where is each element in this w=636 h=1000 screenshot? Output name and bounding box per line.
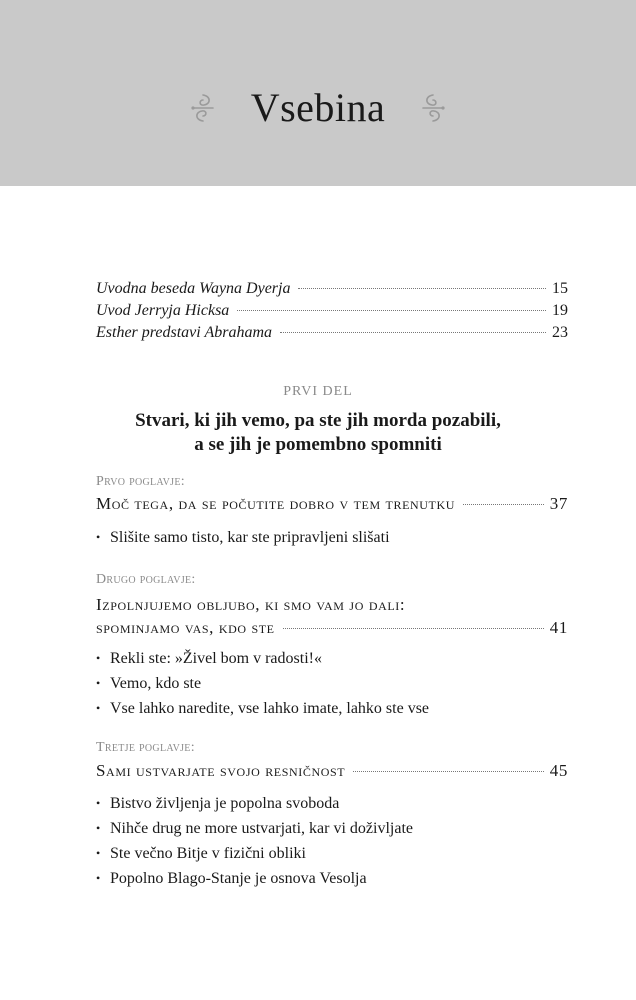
section-text: Bistvo življenja je popolna svoboda xyxy=(110,795,340,812)
title-row xyxy=(0,78,636,138)
chapter-label: Tretje poglavje: xyxy=(96,740,195,755)
toc-entry-text: Esther predstavi Abrahama xyxy=(96,324,272,341)
dot-leader xyxy=(463,504,544,505)
section-text: Nihče drug ne more ustvarjati, kar vi doživljate xyxy=(110,820,414,837)
list-item[interactable] xyxy=(96,525,390,550)
list-item[interactable] xyxy=(96,671,429,696)
chapter-title[interactable] xyxy=(96,494,568,514)
chapter-sections xyxy=(96,525,390,550)
list-item[interactable] xyxy=(96,646,429,671)
list-item[interactable] xyxy=(96,866,413,891)
chapter-title-text: Sami ustvarjate svojo resničnost xyxy=(96,761,346,780)
bullet-icon: • xyxy=(96,871,101,885)
bullet-icon: • xyxy=(96,846,101,860)
toc-page-number: 41 xyxy=(549,618,568,637)
toc-entry-text: Uvodna beseda Wayna Dyerja xyxy=(96,280,291,297)
bullet-icon: • xyxy=(96,676,101,690)
section-text: Rekli ste: »Živel bom v radosti!« xyxy=(110,650,322,667)
chapter-sections xyxy=(96,646,429,721)
toc-entry[interactable] xyxy=(96,322,568,344)
bullet-icon: • xyxy=(96,821,101,835)
chapter-title-text: Izpolnjujemo obljubo, ki smo vam jo dali: xyxy=(96,595,406,614)
part-title xyxy=(0,409,636,457)
dot-leader xyxy=(280,332,546,333)
toc-entry[interactable] xyxy=(96,278,568,300)
chapter-sections xyxy=(96,791,413,891)
section-text: Vemo, kdo ste xyxy=(110,675,202,692)
list-item[interactable] xyxy=(96,791,413,816)
chapter-title[interactable] xyxy=(96,761,568,781)
chapter-title-text: Moč tega, da se počutite dobro v tem trenutku xyxy=(96,494,456,513)
section-text: Slišite samo tisto, kar ste pripravljeni slišati xyxy=(110,529,390,546)
chapter-title-text: spominjamo vas, kdo ste xyxy=(96,618,275,637)
toc-page-number: 15 xyxy=(552,280,568,297)
section-text: Popolno Blago-Stanje je osnova Vesolja xyxy=(110,870,367,887)
list-item[interactable] xyxy=(96,816,413,841)
bullet-icon: • xyxy=(96,701,101,715)
dot-leader xyxy=(298,288,546,289)
chapter-title[interactable] xyxy=(96,593,568,639)
toc-entry-text: Uvod Jerryja Hicksa xyxy=(96,302,230,319)
header-band xyxy=(0,0,636,186)
toc-entry[interactable] xyxy=(96,300,568,322)
section-text: Ste večno Bitje v fizični obliki xyxy=(110,845,306,862)
chapter-label: Prvo poglavje: xyxy=(96,474,185,489)
dot-leader xyxy=(283,628,544,629)
toc-page-number: 19 xyxy=(552,302,568,319)
section-text: Vse lahko naredite, vse lahko imate, lahko ste vse xyxy=(110,700,430,717)
toc-page-number: 45 xyxy=(549,761,568,780)
part-label: PRVI DEL xyxy=(283,384,353,399)
list-item[interactable] xyxy=(96,841,413,866)
scroll-ornament-right-icon xyxy=(419,93,447,123)
list-item[interactable] xyxy=(96,696,429,721)
chapter-label: Drugo poglavje: xyxy=(96,572,196,587)
bullet-icon: • xyxy=(96,530,101,544)
dot-leader xyxy=(237,310,546,311)
bullet-icon: • xyxy=(96,796,101,810)
bullet-icon: • xyxy=(96,651,101,665)
scroll-ornament-left-icon xyxy=(189,93,217,123)
part-title-line: Stvari, ki jih vemo, pa ste jih morda pozabili, xyxy=(135,410,501,431)
toc-page-number: 23 xyxy=(552,324,568,341)
dot-leader xyxy=(353,771,544,772)
toc-page-number: 37 xyxy=(549,494,568,513)
page-title: Vsebina xyxy=(250,85,386,130)
part-title-line: a se jih je pomembno spomniti xyxy=(194,434,442,455)
